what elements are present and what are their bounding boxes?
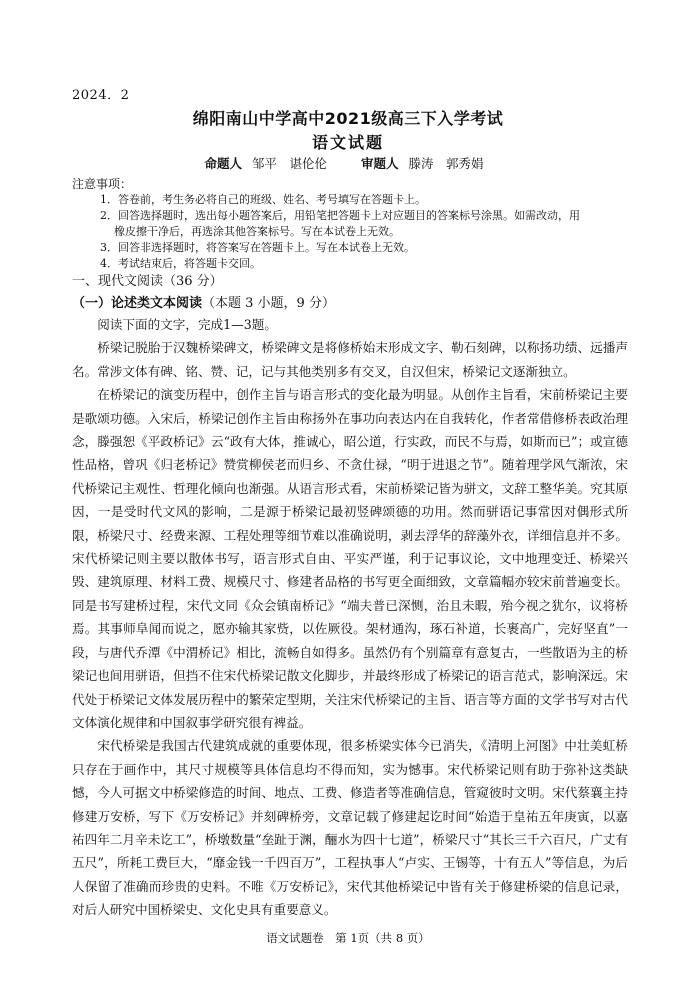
reviewer-names: 滕涛 郭秀娟 xyxy=(408,156,484,171)
author-line xyxy=(0,154,696,172)
reviewer-label: 审题人 xyxy=(360,156,399,171)
instruction-paragraph: 阅读下面的文字，完成1—3题。 xyxy=(97,317,277,332)
exam-title: 绵阳南山中学高中2021级高三下入学考试 xyxy=(192,109,504,128)
note-item: 4．考试结束后，将答题卡交回。 xyxy=(100,257,261,270)
reading-passage xyxy=(72,313,628,922)
note-item: 1．答卷前，考生务必将自己的班级、姓名、考号填写在答题卡上。 xyxy=(100,193,426,206)
setter-label: 命题人 xyxy=(204,156,243,171)
page-footer: 语文试题卷 第 1页（共 8 页） xyxy=(266,931,430,945)
subsection-title: （一）论述类文本阅读 xyxy=(72,296,203,311)
subsection-heading xyxy=(72,292,335,311)
note-item-text: 2．回答选择题时，选出每小题答案后，用铅笔把答题卡上对应题目的答案标号涂黑。如需改动，用 xyxy=(100,209,580,222)
note-item xyxy=(100,208,640,240)
note-item-continuation: 橡皮擦干净后，再选涂其他答案标号。写在本试卷上无效。 xyxy=(114,225,400,238)
notes-heading: 注意事项： xyxy=(72,177,133,191)
section-heading: 一、现代文阅读（36 分） xyxy=(72,274,223,289)
note-item: 3．回答非选择题时，将答案写在答题卡上。写在本试卷上无效。 xyxy=(100,241,415,254)
subsection-info: （本题 3 小题，9 分） xyxy=(202,296,335,311)
passage-paragraph: 宋代桥梁是我国古代建筑成就的重要体现，很多桥梁实体今已消失，《清明上河图》中壮美虹桥只存在于画作中，其尺寸规模等具体信息均不得而知，实为憾事。宋代桥梁记则有助于弥补这类缺憾，今人可据文中桥梁修造的时间、地点、工费、修造者等准确信息，管窥彼时文明。宋代蔡襄主持修建万安桥，写下《万安桥记》并刻碑桥旁，文章记载了修建起讫时间“始造于皇祐五年庚寅，以嘉祐四年二月辛未讫工”，桥墩数量“垒趾于渊，酾水为四十七道”，桥梁尺寸“其长三千六百尺，广丈有五尺”，所耗工费巨大，“靡金钱一千四百万”，工程执事人“卢实、王锡等，十有五人”等信息，为后人保留了准确而珍贵的史料。不唯《万安桥记》，宋代其他桥梁记中皆有关于修建桥梁的信息记录，对后人研究中国桥梁史、文化史具有重要意义。 xyxy=(72,738,628,918)
exam-subtitle: 语文试题 xyxy=(311,133,384,152)
notes-list xyxy=(100,192,640,272)
exam-date: 2024．2 xyxy=(72,88,130,103)
setter-names: 邹平 谌伦伦 xyxy=(252,156,328,171)
passage-paragraph: 在桥梁记的演变历程中，创作主旨与语言形式的变化最为明显。从创作主旨看，宋前桥梁记主要是歌颂功德。入宋后，桥梁记创作主旨由称扬外在事功向表达内在自我转化，作者常借修桥表政治理念，滕强恕《平政桥记》云“政有大体，推诚心，昭公道，行实政，而民不与焉，如斯而已”；或宣德性品格，曾巩《归老桥记》赞赏柳侯老而归乡、不贪仕禄，“明于进退之节”。随着理学风气渐浓，宋代桥梁记主观性、哲理化倾向也渐强。从语言形式看，宋前桥梁记皆为骈文，文辞工整华美。究其原因，一是受时代文风的影响，二是源于桥梁记最初竖碑颂德的功用。然而骈语记事常因对偶形式所限，桥梁尺寸、经费来源、工程处理等细节难以准确说明，剥去浮华的辞藻外衣，详细信息并不多。宋代桥梁记则主要以散体书写，语言形式自由、平实严谨，利于记事议论，文中地理变迁、桥梁兴毁、建筑原理、材料工费、规模尺寸、修建者品格的书写更全面细致，文章篇幅亦较宋前普遍变长。同是书写建桥过程，宋代文同《众会镇南桥记》“端夫普已深恻，治且未暇，殆今视之犹尔，议将桥焉。其事师阜闻而说之，愿亦输其家赀，以佐厥役。架材通沟，琢石补道，长裹高广，完好坚直”一段，与唐代乔潭《中渭桥记》相比，流畅自如得多。虽然仍有个别篇章有意复古，一些散语为主的桥梁记也间用骈语，但挡不住宋代桥梁记散文化脚步，并最终形成了桥梁记的语言范式，影响深远。宋代处于桥梁记文体发展历程中的繁荣定型期，关注宋代桥梁记的主旨、语言等方面的文学书写对古代文体演化规律和中国叙事学研究很有裨益。 xyxy=(72,387,628,730)
passage-paragraph: 桥梁记脱胎于汉魏桥梁碑文，桥梁碑文是将修桥始末形成文字、勒石刻碑，以称扬功绩、远播声名。常涉文体有碑、铭、赞、记，记与其他类别多有交叉，自汉但宋，桥梁记文逐渐独立。 xyxy=(72,340,628,379)
